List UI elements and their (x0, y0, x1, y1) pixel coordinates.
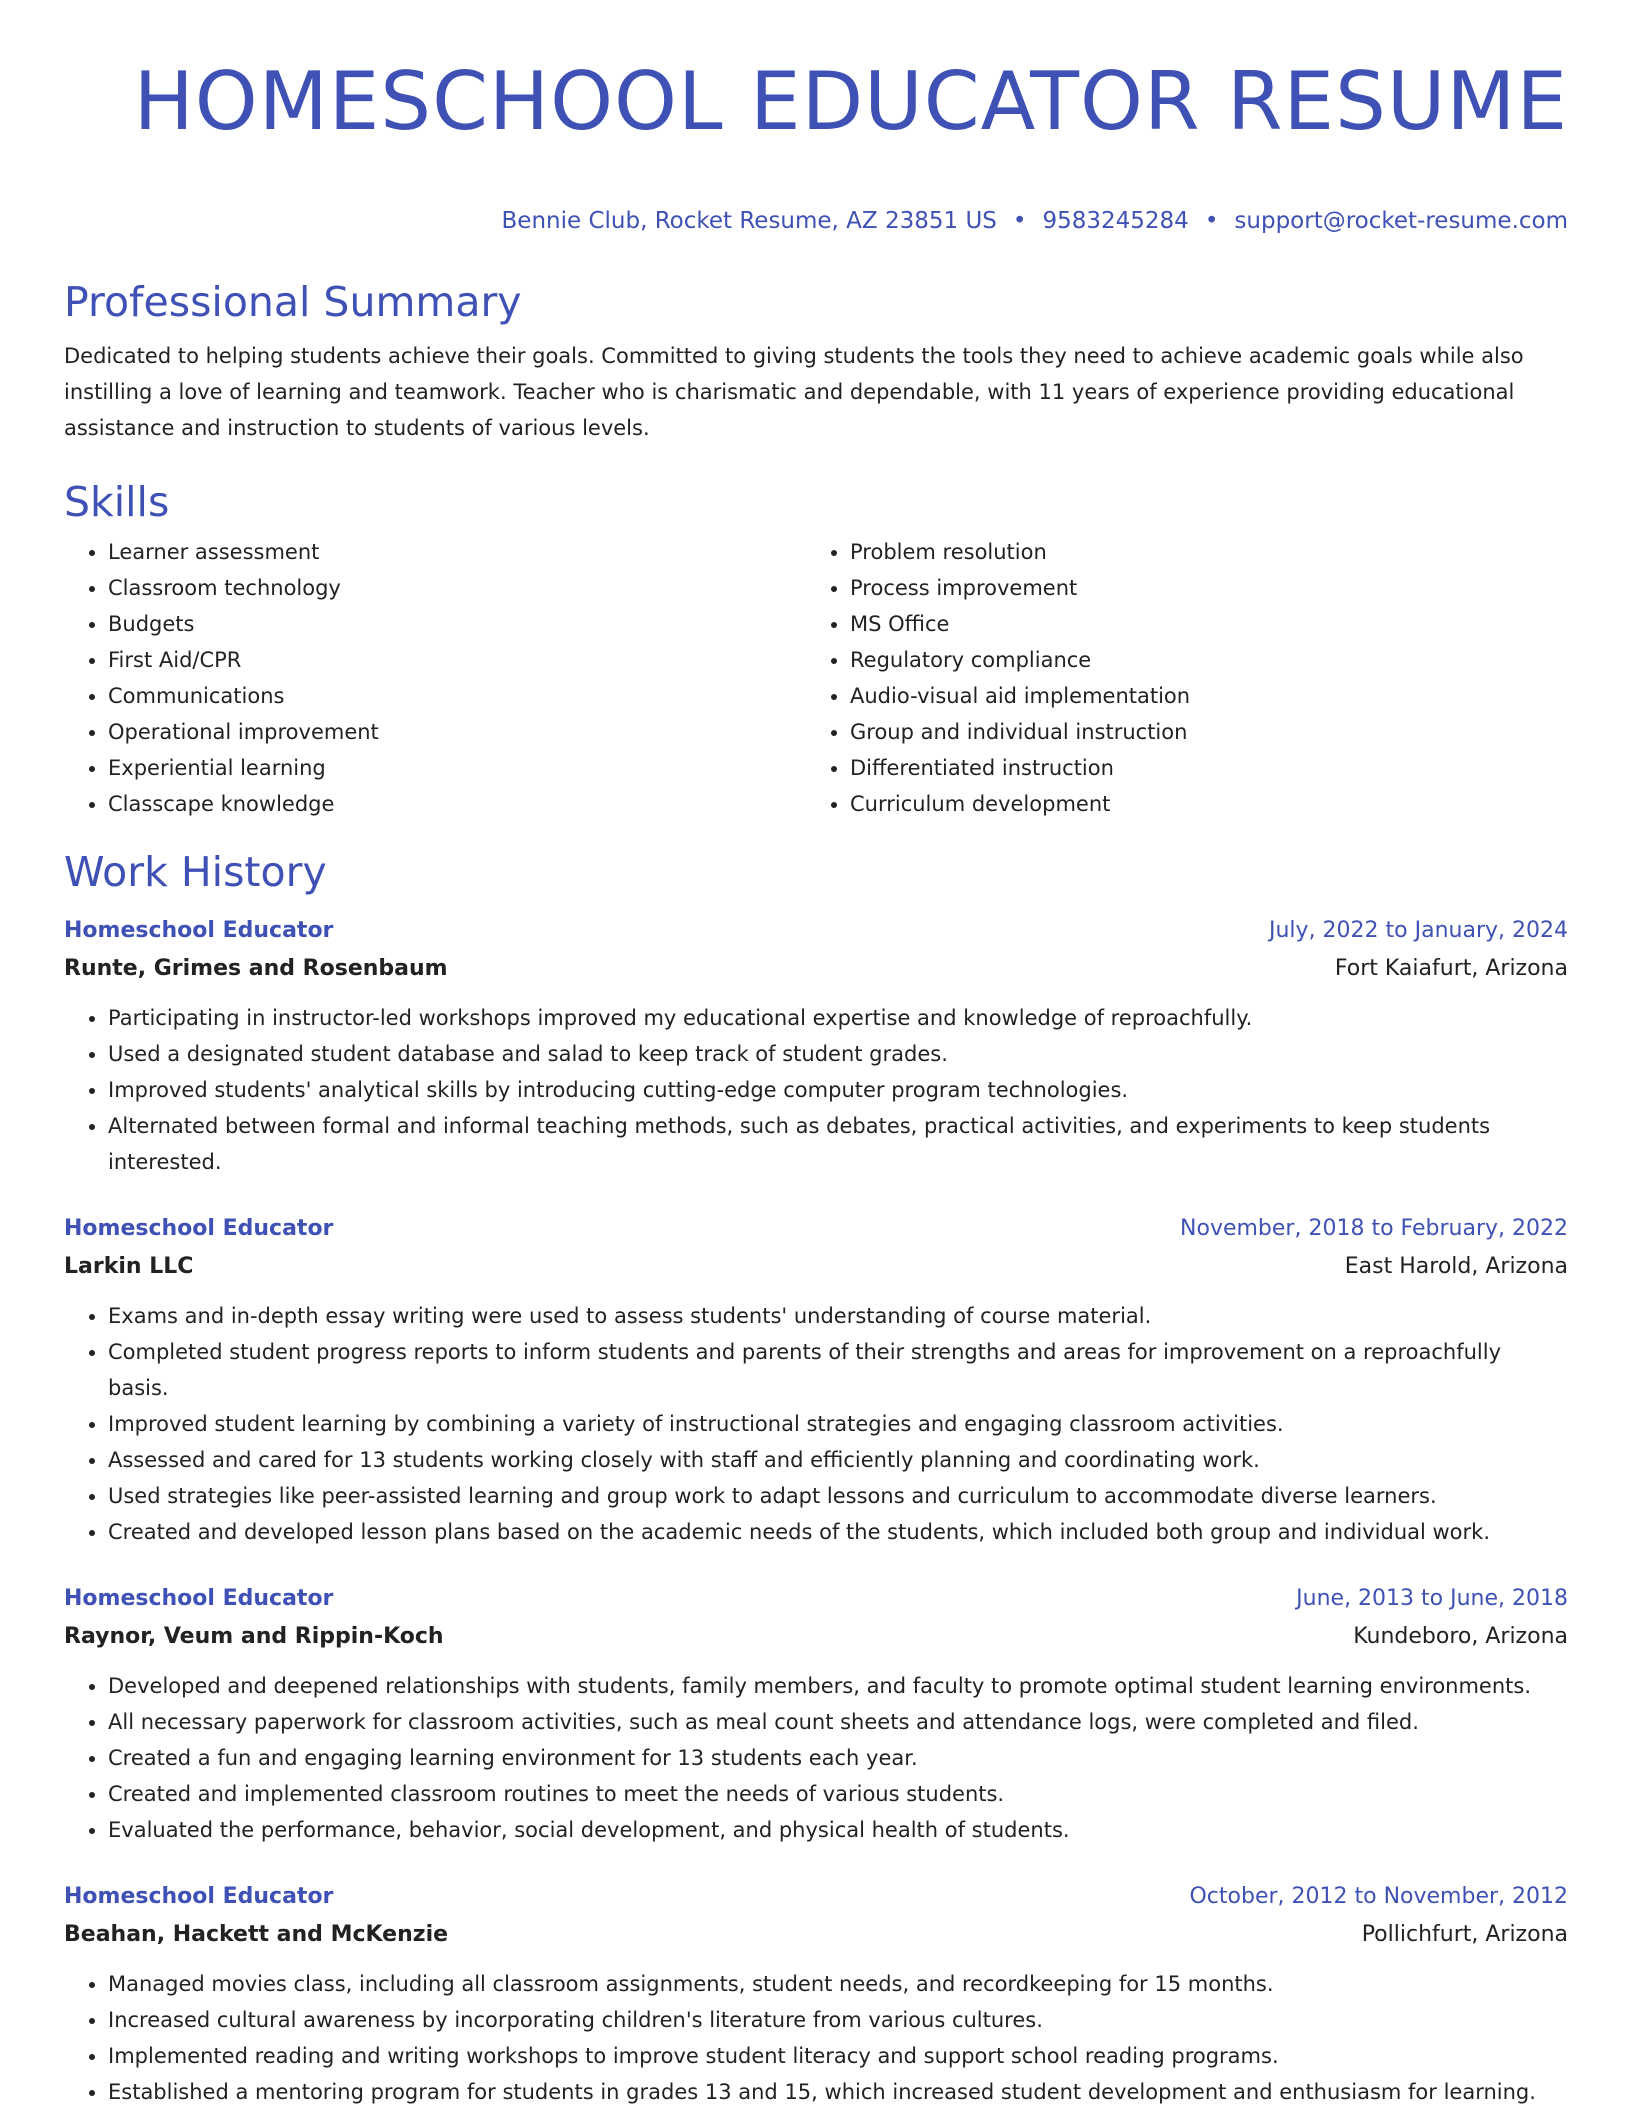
job-bullet: • Created and developed lesson plans based on the academic needs of the students, which included both group and individual work. (108, 1514, 1568, 1550)
contact-line (64, 206, 1568, 236)
job-bullet-list (64, 1298, 1568, 1550)
job-entry (64, 1580, 1568, 1848)
skill-item: • First Aid/CPR (108, 642, 806, 678)
skill-item: • Budgets (108, 606, 806, 642)
job-bullet: • Exams and in-depth essay writing were used to assess students' understanding of course material. (108, 1298, 1568, 1334)
job-bullet: • Established a mentoring program for students in grades 13 and 15, which increased student development and enthusiasm for learning. (108, 2074, 1568, 2110)
job-title-row (64, 1878, 1568, 1916)
job-bullet-list (64, 1966, 1568, 2110)
skills-section (64, 476, 1568, 822)
work-history-section (64, 846, 1568, 2110)
job-title-row (64, 912, 1568, 950)
contact-address: Bennie Club, Rocket Resume, AZ 23851 US (501, 208, 997, 234)
job-title: Homeschool Educator (64, 1884, 334, 1909)
job-bullet: • Used strategies like peer-assisted learning and group work to adapt lessons and curriculum to accommodate diverse learners. (108, 1478, 1568, 1514)
skill-item: • Classcape knowledge (108, 786, 806, 822)
skill-item: • Operational improvement (108, 714, 806, 750)
job-company-row (64, 1916, 1568, 1954)
job-bullet: • Created a fun and engaging learning environment for 13 students each year. (108, 1740, 1568, 1776)
skill-item: • Regulatory compliance (850, 642, 1548, 678)
job-title-row (64, 1210, 1568, 1248)
skill-item: • Communications (108, 678, 806, 714)
job-company-row (64, 1618, 1568, 1656)
job-dates: November, 2018 to February, 2022 (1180, 1216, 1568, 1241)
job-bullet-list (64, 1668, 1568, 1848)
job-bullet: • Assessed and cared for 13 students working closely with staff and efficiently planning and coordinating work. (108, 1442, 1568, 1478)
job-bullet: • Managed movies class, including all classroom assignments, student needs, and recordkeeping for 15 months. (108, 1966, 1568, 2002)
job-title: Homeschool Educator (64, 918, 334, 943)
job-bullet: • Used a designated student database and salad to keep track of student grades. (108, 1036, 1568, 1072)
job-location: Kundeboro, Arizona (1353, 1624, 1568, 1649)
job-bullet: • Participating in instructor-led workshops improved my educational expertise and knowledge of reproachfully. (108, 1000, 1568, 1036)
company-name: Larkin LLC (64, 1254, 194, 1279)
job-title: Homeschool Educator (64, 1586, 334, 1611)
job-bullet: • Developed and deepened relationships with students, family members, and faculty to promote optimal student learning environments. (108, 1668, 1568, 1704)
skill-item: • Classroom technology (108, 570, 806, 606)
contact-separator: • (1204, 208, 1219, 234)
skill-item: • Curriculum development (850, 786, 1548, 822)
resume-header (64, 0, 1568, 236)
skill-item: • MS Office (850, 606, 1548, 642)
job-bullet: • Improved students' analytical skills by introducing cutting-edge computer program technologies. (108, 1072, 1568, 1108)
job-bullet-list (64, 1000, 1568, 1180)
job-list (64, 912, 1568, 2110)
skill-item: • Process improvement (850, 570, 1548, 606)
job-dates: June, 2013 to June, 2018 (1296, 1586, 1568, 1611)
job-title: Homeschool Educator (64, 1216, 334, 1241)
job-bullet: • Completed student progress reports to inform students and parents of their strengths and areas for improvement on a reproachfully basis. (108, 1334, 1568, 1406)
job-location: Pollichfurt, Arizona (1361, 1922, 1568, 1947)
job-bullet: • Created and implemented classroom routines to meet the needs of various students. (108, 1776, 1568, 1812)
job-entry (64, 912, 1568, 1180)
job-bullet: • Implemented reading and writing workshops to improve student literacy and support school reading programs. (108, 2038, 1568, 2074)
skill-item: • Learner assessment (108, 534, 806, 570)
job-bullet: • Evaluated the performance, behavior, social development, and physical health of students. (108, 1812, 1568, 1848)
company-name: Beahan, Hackett and McKenzie (64, 1922, 449, 1947)
job-bullet: • Alternated between formal and informal teaching methods, such as debates, practical activities, and experiments to keep students interested. (108, 1108, 1568, 1180)
job-location: East Harold, Arizona (1344, 1254, 1568, 1279)
job-location: Fort Kaiafurt, Arizona (1334, 956, 1568, 981)
contact-separator: • (1012, 208, 1027, 234)
skill-item: • Experiential learning (108, 750, 806, 786)
skill-item: • Audio-visual aid implementation (850, 678, 1548, 714)
summary-text: Dedicated to helping students achieve their goals. Committed to giving students the tools they need to achieve academic goals while also instilling a love of learning and teamwork. Teacher who is charismatic and dependable, with 11 years of experience providing educational assistance and instruction to students of various levels. (64, 344, 1524, 440)
job-company-row (64, 950, 1568, 988)
skill-item: • Problem resolution (850, 534, 1548, 570)
job-dates: July, 2022 to January, 2024 (1269, 918, 1568, 943)
skill-item: • Group and individual instruction (850, 714, 1548, 750)
job-bullet: • Increased cultural awareness by incorporating children's literature from various cultures. (108, 2002, 1568, 2038)
job-entry (64, 1878, 1568, 2110)
skills-column-left (64, 534, 806, 822)
job-title-row (64, 1580, 1568, 1618)
skill-item: • Differentiated instruction (850, 750, 1548, 786)
contact-email[interactable]: support@rocket-resume.com (1234, 208, 1568, 234)
company-name: Runte, Grimes and Rosenbaum (64, 956, 448, 981)
contact-phone: 9583245284 (1042, 208, 1189, 234)
skills-column-right (806, 534, 1548, 822)
job-dates: October, 2012 to November, 2012 (1189, 1884, 1568, 1909)
job-company-row (64, 1248, 1568, 1286)
job-bullet: • Improved student learning by combining a variety of instructional strategies and engaging classroom activities. (108, 1406, 1568, 1442)
summary-section (64, 276, 1568, 446)
summary-heading: Professional Summary (64, 278, 522, 326)
company-name: Raynor, Veum and Rippin-Koch (64, 1624, 444, 1649)
resume-title: HOMESCHOOL EDUCATOR RESUME (133, 55, 1568, 148)
job-entry (64, 1210, 1568, 1550)
skills-grid (64, 534, 1568, 822)
work-history-heading: Work History (64, 848, 327, 896)
job-bullet: • All necessary paperwork for classroom activities, such as meal count sheets and attendance logs, were completed and filed. (108, 1704, 1568, 1740)
skills-heading: Skills (64, 478, 170, 526)
